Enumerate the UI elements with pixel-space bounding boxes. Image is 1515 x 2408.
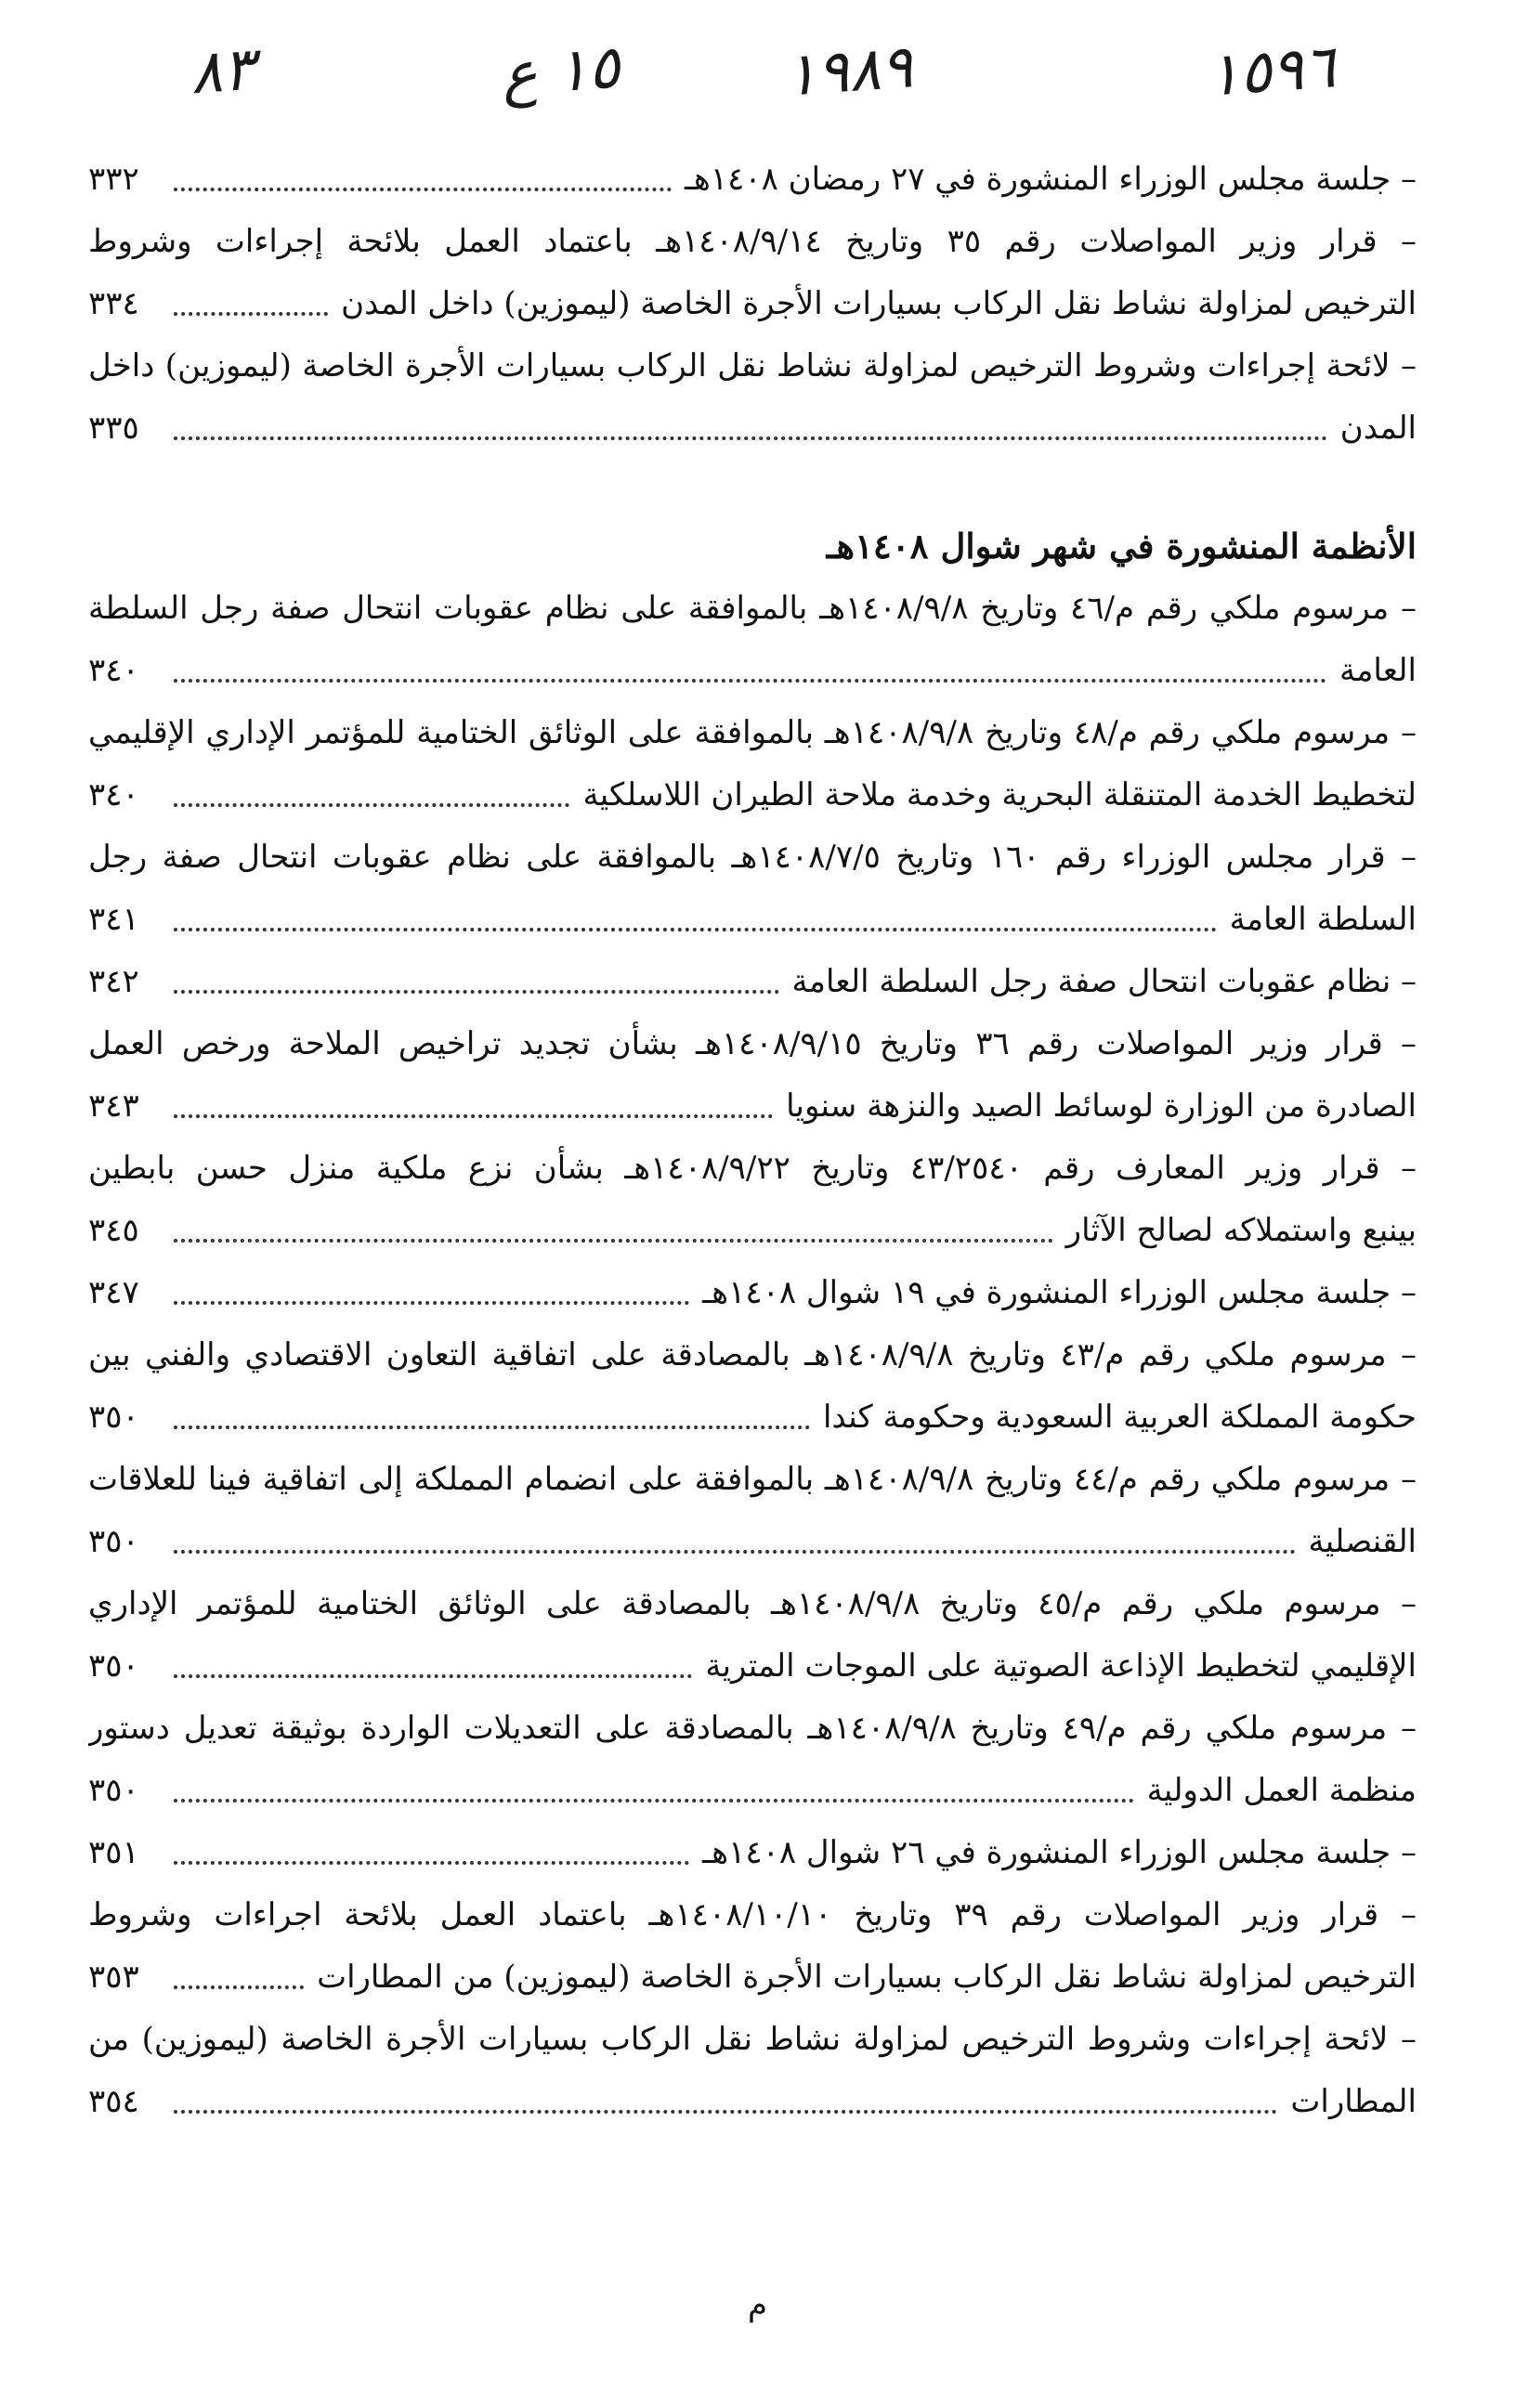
- toc-entry: [88, 1449, 1417, 1573]
- entry-text-line: السلطة العامة: [1229, 901, 1417, 938]
- toc-entry: [88, 1013, 1417, 1138]
- entry-last-line: [88, 1635, 1417, 1698]
- entry-last-line: [88, 1822, 1417, 1884]
- dot-leader: [174, 2110, 1277, 2114]
- dot-leader: [174, 990, 779, 994]
- entry-text-line: – قرار مجلس الوزراء رقم ١٦٠ وتاريخ ١٤٠٨/٧/٥هـ بالموافقة على نظام عقوبات انتحال صفة رجل: [88, 839, 1417, 876]
- entry-last-line: [88, 1200, 1417, 1262]
- entry-text-line: – قرار وزير المعارف رقم ٤٣/٢٥٤٠ وتاريخ ١٤٠٨/٩/٢٢هـ بشأن نزع ملكية منزل حسن بابطين: [88, 1150, 1417, 1187]
- entry-page-number: ٣٤٠: [88, 652, 139, 689]
- toc-entry: [88, 1698, 1417, 1822]
- entry-text-line: – نظام عقوبات انتحال صفة رجل السلطة العامة: [791, 963, 1417, 1000]
- entry-page-number: ٣٥٠: [88, 1523, 139, 1560]
- entry-text-line: القنصلية: [1308, 1523, 1417, 1560]
- entry-text-line: المطارات: [1290, 2083, 1417, 2120]
- entry-text-line: – مرسوم ملكي رقم م/٤٨ وتاريخ ١٤٠٨/٩/٨هـ بالموافقة على الوثائق الختامية للمؤتمر الإداري الإقليمي: [88, 714, 1417, 751]
- dot-leader: [174, 1861, 689, 1865]
- entry-text-line: الترخيص لمزاولة نشاط نقل الركاب بسيارات الأجرة الخاصة (ليموزين) من المطارات: [317, 1959, 1417, 1996]
- toc-entry: [88, 211, 1417, 335]
- entry-last-line: [88, 951, 1417, 1013]
- section-title: الأنظمة المنشورة في شهر شوال ١٤٠٨هـ: [826, 526, 1417, 566]
- entry-text-line: – مرسوم ملكي رقم م/٤٦ وتاريخ ١٤٠٨/٩/٨هـ بالموافقة على نظام عقوبات انتحال صفة رجل السلطة: [88, 590, 1417, 627]
- entry-text-line: الصادرة من الوزارة لوسائط الصيد والنزهة سنويا: [786, 1087, 1417, 1125]
- entry-last-line: [88, 1511, 1417, 1573]
- toc-entry: [88, 702, 1417, 827]
- handwritten-date-day: ١٥ ع: [499, 33, 622, 111]
- entry-last-line: [88, 1760, 1417, 1822]
- entry-page-number: ٣٥٣: [88, 1959, 139, 1996]
- entry-page-number: ٣٣٤: [88, 285, 139, 322]
- dot-leader: [174, 679, 1326, 683]
- toc-entry: [88, 1324, 1417, 1449]
- dot-leader: [174, 1985, 304, 1989]
- entry-text-line: – قرار وزير المواصلات رقم ٣٩ وتاريخ ١٤٠٨/١٠/١٠هـ باعتماد العمل بلائحة اجراءات وشروط: [88, 1896, 1417, 1933]
- handwritten-note-left: ٨٣: [188, 34, 257, 109]
- entry-page-number: ٣٣٥: [88, 410, 139, 447]
- entry-last-line: [88, 2071, 1417, 2133]
- entries-section: [88, 578, 1417, 2133]
- entry-text-line: المدن: [1339, 410, 1417, 447]
- entry-page-number: ٣٤١: [88, 901, 139, 938]
- toc-entry: [88, 335, 1417, 460]
- entry-text-line: الإقليمي لتخطيط الإذاعة الصوتية على الموجات المترية: [705, 1647, 1417, 1685]
- entry-text-line: – لائحة إجراءات وشروط الترخيص لمزاولة نشاط نقل الركاب بسيارات الأجرة الخاصة (ليموزين) داخل: [88, 347, 1417, 384]
- toc-entry: [88, 578, 1417, 702]
- page-number: م: [747, 2286, 768, 2323]
- handwritten-note-right: ١٥٩٦: [1205, 33, 1338, 111]
- entry-text-line: – مرسوم ملكي رقم م/٤٩ وتاريخ ١٤٠٨/٩/٨هـ بالمصادقة على التعديلات الواردة بوثيقة تعديل دستور: [88, 1710, 1417, 1747]
- entry-last-line: [88, 273, 1417, 335]
- entry-page-number: ٣٤٧: [88, 1274, 139, 1311]
- entry-last-line: [88, 1386, 1417, 1449]
- entry-last-line: [88, 1075, 1417, 1138]
- entry-page-number: ٣٤٠: [88, 776, 139, 814]
- dot-leader: [174, 1425, 810, 1429]
- toc-entry: [88, 951, 1417, 1013]
- dot-leader: [174, 1799, 1134, 1803]
- entry-text-line: العامة: [1339, 652, 1417, 689]
- entry-page-number: ٣٣٢: [88, 161, 139, 198]
- dot-leader: [174, 1674, 692, 1678]
- entry-page-number: ٣٤٣: [88, 1087, 139, 1125]
- entry-text-line: – لائحة إجراءات وشروط الترخيص لمزاولة نشاط نقل الركاب بسيارات الأجرة الخاصة (ليموزين) من: [88, 2021, 1417, 2058]
- handwritten-date-year: ١٩٨٩: [782, 33, 915, 111]
- entry-text-line: – قرار وزير المواصلات رقم ٣٦ وتاريخ ١٤٠٨/٩/١٥هـ بشأن تجديد تراخيص الملاحة ورخص العمل: [88, 1025, 1417, 1062]
- entry-text-line: – قرار وزير المواصلات رقم ٣٥ وتاريخ ١٤٠٨/٩/١٤هـ باعتماد العمل بلائحة إجراءات وشروط: [88, 223, 1417, 260]
- entry-page-number: ٣٥١: [88, 1834, 139, 1871]
- toc-entry: [88, 1138, 1417, 1262]
- entry-text-line: – جلسة مجلس الوزراء المنشورة في ٢٧ رمضان ١٤٠٨هـ: [684, 161, 1417, 198]
- dot-leader: [174, 1301, 689, 1305]
- entry-page-number: ٣٤٥: [88, 1212, 139, 1249]
- toc-entry: [88, 1822, 1417, 1884]
- dot-leader: [174, 188, 672, 191]
- entries-top: [88, 149, 1417, 460]
- toc-entry: [88, 2009, 1417, 2133]
- entry-text-line: – جلسة مجلس الوزراء المنشورة في ١٩ شوال ١٤٠٨هـ: [702, 1274, 1417, 1311]
- dot-leader: [174, 1239, 1053, 1243]
- toc-entry: [88, 149, 1417, 211]
- entry-last-line: [88, 764, 1417, 827]
- dot-leader: [174, 928, 1217, 931]
- entry-page-number: ٣٤٢: [88, 963, 139, 1000]
- dot-leader: [174, 1550, 1296, 1554]
- entry-text-line: منظمة العمل الدولية: [1146, 1772, 1417, 1809]
- table-of-contents: [88, 149, 1417, 2133]
- entry-last-line: [88, 1946, 1417, 2009]
- entry-last-line: [88, 1262, 1417, 1324]
- entry-page-number: ٣٥٠: [88, 1399, 139, 1436]
- toc-entry: [88, 827, 1417, 951]
- entry-page-number: ٣٥٤: [88, 2083, 139, 2120]
- entry-text-line: – مرسوم ملكي رقم م/٤٤ وتاريخ ١٤٠٨/٩/٨هـ بالموافقة على انضمام المملكة إلى اتفاقية فينا للعلاقات: [88, 1461, 1417, 1498]
- entry-text-line: حكومة المملكة العربية السعودية وحكومة كندا: [822, 1399, 1417, 1436]
- entry-text-line: الترخيص لمزاولة نشاط نقل الركاب بسيارات الأجرة الخاصة (ليموزين) داخل المدن: [341, 285, 1417, 322]
- entry-last-line: [88, 149, 1417, 211]
- toc-entry: [88, 1262, 1417, 1324]
- entry-last-line: [88, 889, 1417, 951]
- entry-text-line: – مرسوم ملكي رقم م/٤٥ وتاريخ ١٤٠٨/٩/٨هـ بالمصادقة على الوثائق الختامية للمؤتمر الإداري: [88, 1585, 1417, 1622]
- toc-entry: [88, 1884, 1417, 2009]
- entry-text-line: لتخطيط الخدمة المتنقلة البحرية وخدمة ملاحة الطيران اللاسلكية: [582, 776, 1417, 814]
- dot-leader: [174, 436, 1327, 440]
- entry-last-line: [88, 397, 1417, 460]
- entry-page-number: ٣٥٠: [88, 1772, 139, 1809]
- entry-last-line: [88, 640, 1417, 702]
- dot-leader: [174, 312, 328, 316]
- entry-text-line: – مرسوم ملكي رقم م/٤٣ وتاريخ ١٤٠٨/٩/٨هـ بالمصادقة على اتفاقية التعاون الاقتصادي والفني بين: [88, 1336, 1417, 1373]
- entry-text-line: – جلسة مجلس الوزراء المنشورة في ٢٦ شوال ١٤٠٨هـ: [702, 1834, 1417, 1871]
- dot-leader: [174, 1114, 773, 1118]
- dot-leader: [174, 803, 569, 807]
- toc-entry: [88, 1573, 1417, 1698]
- entry-page-number: ٣٥٠: [88, 1647, 139, 1685]
- entry-text-line: بينبع واستملاكه لصالح الآثار: [1065, 1212, 1417, 1249]
